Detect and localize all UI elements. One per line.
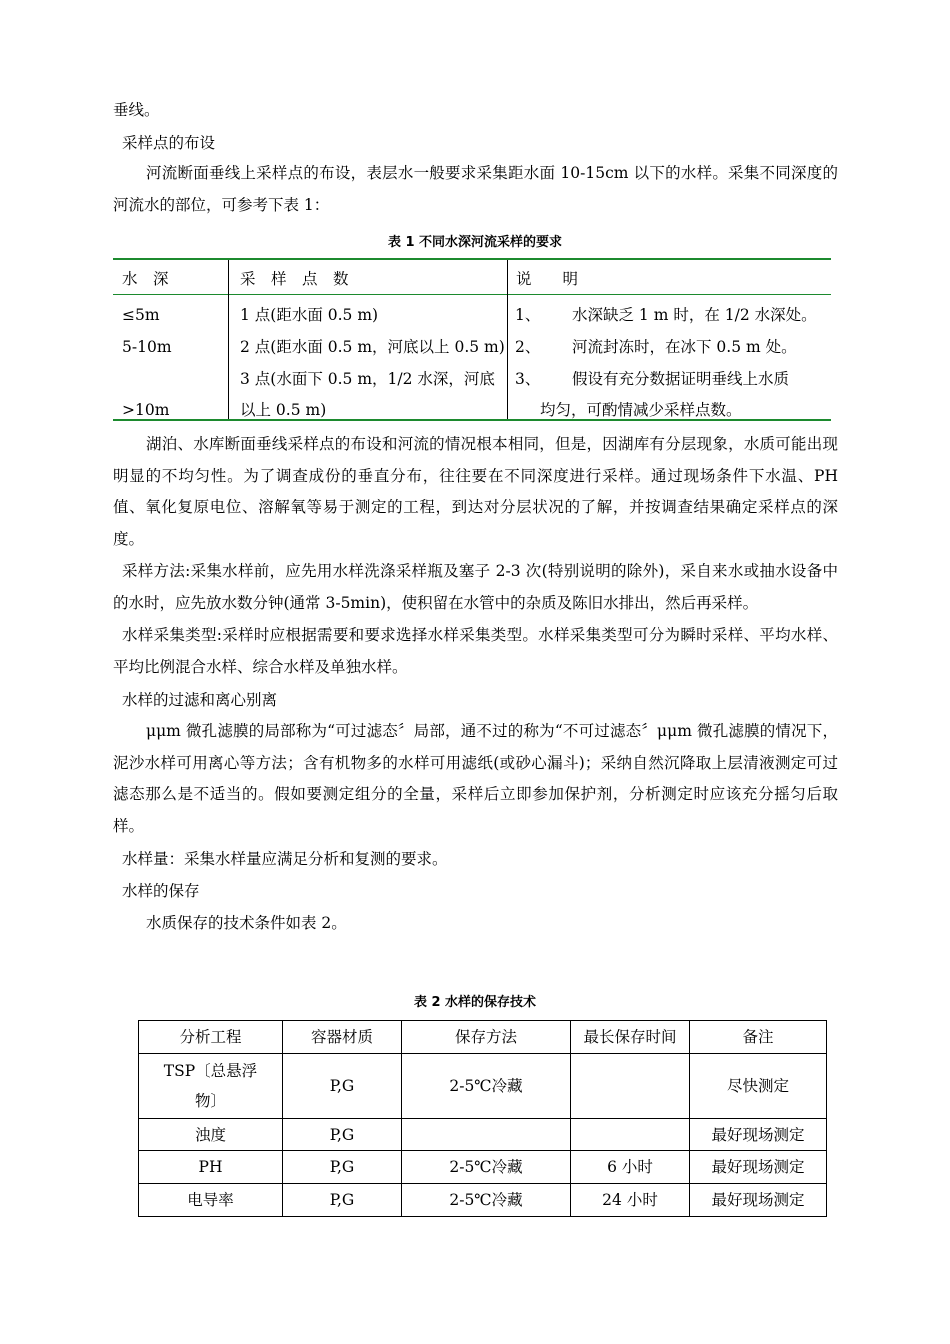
table2-header: 最长保存时间 — [583, 1028, 677, 1046]
table1-top-rule — [113, 258, 831, 260]
table1-depth: 5-10m — [122, 338, 172, 356]
table2-cell — [571, 1054, 689, 1118]
table2-cell: P,G — [329, 1077, 355, 1095]
table1-depth: ≤5m — [122, 306, 160, 324]
table2-cell — [402, 1119, 570, 1150]
paragraph-river-sampling: 河流断面垂线上采样点的布设，表层水一般要求采集距水面 10-15cm 以下的水样。采集不同深度的河流水的部位，可参考下表 1： — [113, 164, 838, 214]
table2-header: 备注 — [742, 1028, 774, 1046]
table2-caption: 表 2 水样的保存技术 — [413, 995, 537, 1010]
table1-note: 河流封冻时，在冰下 0.5 m 处。 — [572, 338, 797, 356]
paragraph-preservation-intro: 水质保存的技术条件如表 2。 — [146, 914, 347, 932]
table2-cell: 最好现场测定 — [711, 1158, 805, 1176]
table2-cell: TSP〔总悬浮物〕 — [163, 1062, 258, 1110]
table1-note-number: 1、 — [515, 306, 541, 324]
table1-divider — [228, 260, 229, 419]
paragraph-filtration: μμm 微孔滤膜的局部称为“可过滤态〞局部，通不过的称为“不可过滤态〞μμm 微孔滤膜的情况下，泥沙水样可用离心等方法；含有机物多的水样可用滤纸(或砂心漏斗)；采纳自然沉降取上层清液测定可过滤态那么是不适当的。假如要测定组分的全量，采样后立即参加保护剂，分析测定时应该充分摇匀后取样。 — [113, 722, 838, 835]
table1-note: 假设有充分数据证明垂线上水质 — [572, 370, 790, 388]
table2-cell: 2-5℃冷藏 — [449, 1077, 523, 1095]
table2-cell: P,G — [329, 1158, 355, 1176]
table2-cell: PH — [198, 1158, 223, 1176]
table2 — [138, 1020, 827, 1217]
table2-header: 容器材质 — [310, 1028, 373, 1046]
table1-points: 1 点(距水面 0.5 m) — [240, 306, 379, 324]
table1-note-number: 2、 — [515, 338, 541, 356]
table2-cell: 尽快测定 — [726, 1077, 789, 1095]
table2-cell — [571, 1119, 689, 1150]
table1-note: 水深缺乏 1 m 时，在 1/2 水深处。 — [572, 306, 817, 324]
table2-cell: P,G — [329, 1125, 355, 1144]
table2-cell: P,G — [329, 1191, 355, 1209]
table2-cell: 电导率 — [187, 1191, 234, 1209]
table2-header: 保存方法 — [454, 1028, 517, 1046]
table1-header-points: 采 样 点 数 — [240, 270, 349, 288]
paragraph-sample-volume: 水样量：采集水样量应满足分析和复测的要求。 — [122, 850, 448, 868]
table2-cell: 最好现场测定 — [711, 1191, 805, 1209]
table2-cell: 2-5℃冷藏 — [449, 1191, 523, 1209]
table1-note: 均匀，可酌情减少采样点数。 — [540, 401, 742, 419]
table1-header-depth: 水 深 — [122, 270, 169, 288]
paragraph-sampling-method: 采样方法:采集水样前，应先用水样洗涤采样瓶及塞子 2-3 次(特别说明的除外)，采自来水或抽水设备中的水时，应先放水数分钟(通常 3-5min)，使积留在水管中的杂质及陈旧水排出，然后再采样。 — [113, 562, 838, 612]
table1-header-rule — [113, 294, 831, 295]
table2-header: 分析工程 — [179, 1028, 242, 1046]
table1-header-notes: 说 明 — [516, 270, 579, 288]
table2-cell: 浊度 — [194, 1125, 226, 1144]
table1-caption: 表 1 不同水深河流采样的要求 — [387, 235, 563, 250]
table1-depth: >10m — [122, 401, 170, 419]
table2-cell: 最好现场测定 — [711, 1125, 805, 1144]
heading-preservation: 水样的保存 — [122, 882, 200, 900]
heading-filtration: 水样的过滤和离心别离 — [122, 691, 278, 709]
paragraph-sampling-types: 水样采集类型:采样时应根据需要和要求选择水样采集类型。水样采集类型可分为瞬时采样、平均水样、平均比例混合水样、综合水样及单独水样。 — [113, 626, 838, 676]
table1-divider — [507, 260, 508, 419]
table1-points: 以上 0.5 m) — [240, 401, 327, 419]
table2-cell: 6 小时 — [607, 1158, 653, 1176]
table1-points: 3 点(水面下 0.5 m，1/2 水深，河底 — [240, 370, 495, 388]
table1-points: 2 点(距水面 0.5 m，河底以上 0.5 m) — [240, 338, 505, 356]
table1-note-number: 3、 — [515, 370, 541, 388]
paragraph-lakes: 湖泊、水库断面垂线采样点的布设和河流的情况根本相同，但是，因湖库有分层现象，水质可能出现明显的不均匀性。为了调查成份的垂直分布，往往要在不同深度进行采样。通过现场条件下水温、PH 值、氧化复原电位、溶解氧等易于测定的工程，到达对分层状况的了解，并按调查结果确定采样点的深度。 — [113, 435, 838, 548]
heading-sampling-points: 采样点的布设 — [122, 134, 216, 152]
paragraph-continuation: 垂线。 — [113, 101, 160, 119]
table2-cell: 2-5℃冷藏 — [449, 1158, 523, 1176]
table2-cell: 24 小时 — [602, 1191, 658, 1209]
